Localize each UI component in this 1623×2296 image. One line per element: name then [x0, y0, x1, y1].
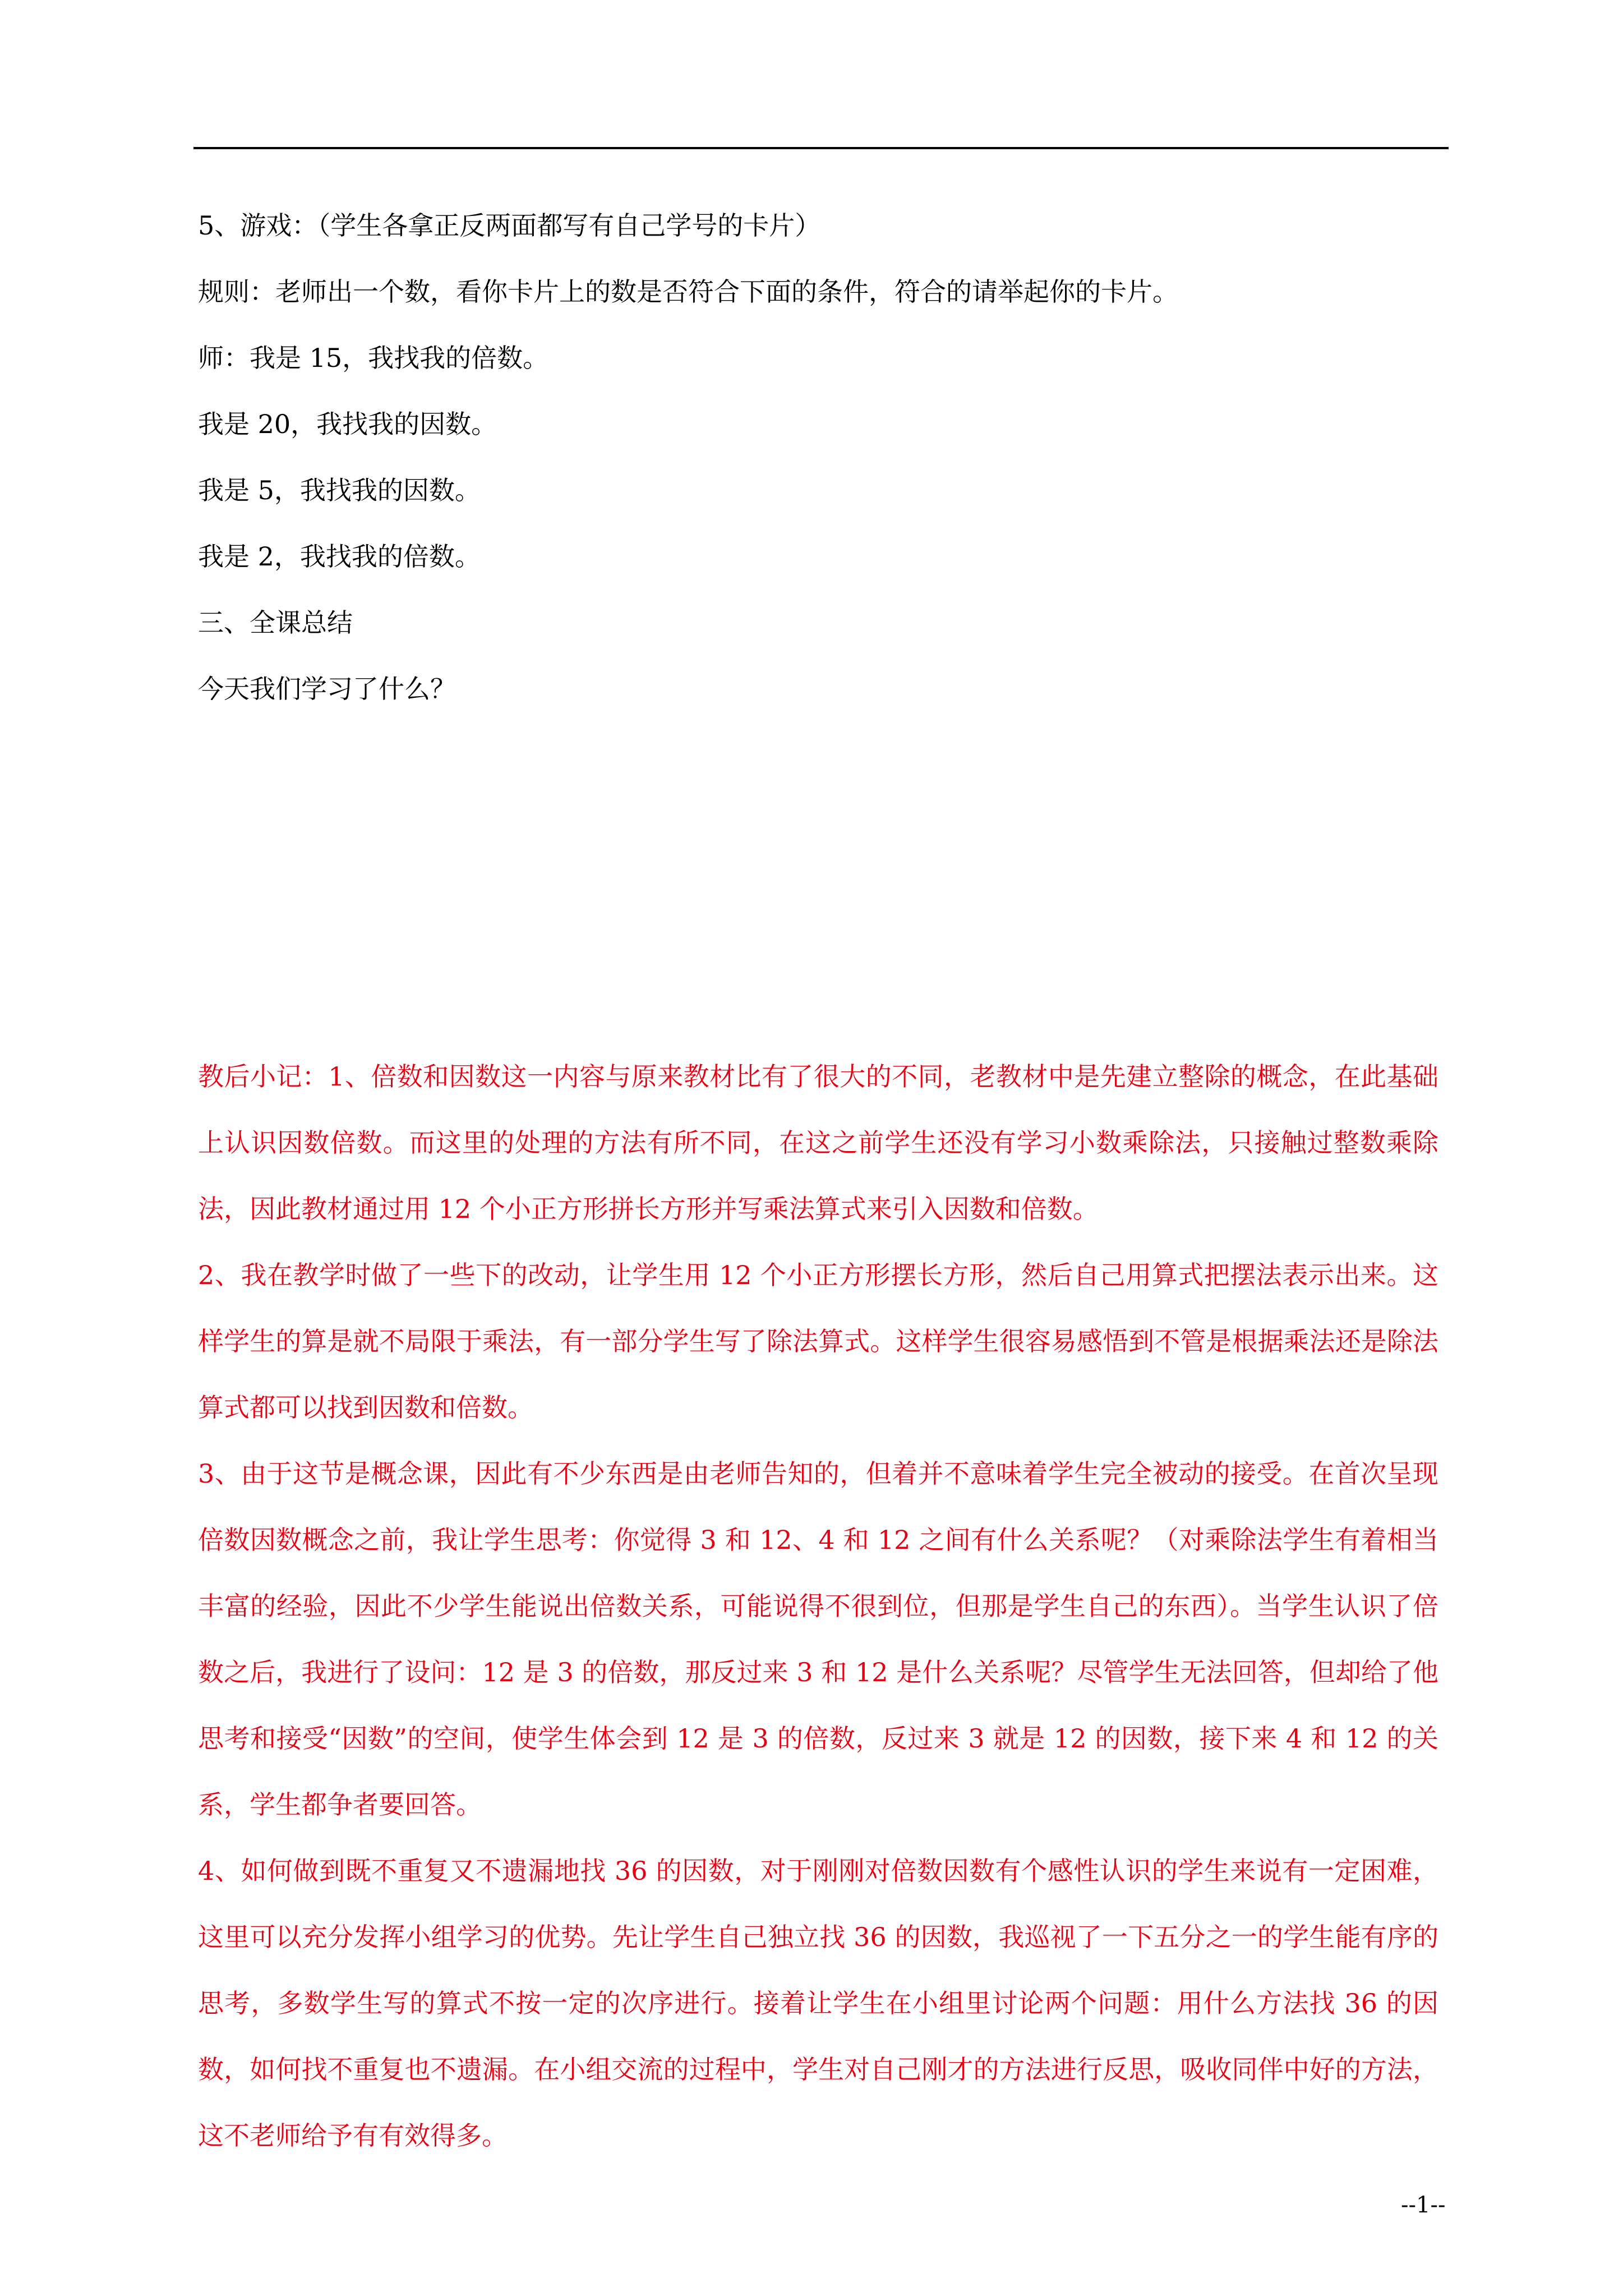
game-rules: 规则：老师出一个数，看你卡片上的数是否符合下面的条件，符合的请举起你的卡片。 [198, 277, 1178, 307]
teaching-reflection [198, 1043, 1438, 2169]
header-divider [193, 147, 1449, 149]
reflection-paragraph-4: 4、如何做到既不重复又不遗漏地找 36 的因数，对于刚刚对倍数因数有个感性认识的学生来说有一定困难，这里可以充分发挥小组学习的优势。先让学生自己独立找 36 的因数，我巡视了一下五分之一的学生能有序的思考，多数学生写的算式不按一定的次序进行。接着让学生在小组里讨论两个问题：用什么方法找 36 的因数，如何找不重复也不遗漏。在小组交流的过程中，学生对自己刚才的方法进行反思，吸收同伴中好的方法，这不老师给予有有效得多。 [198, 1856, 1438, 2151]
section-summary-heading: 三、全课总结 [198, 608, 353, 638]
summary-question: 今天我们学习了什么？ [198, 674, 456, 704]
teacher-prompt-15: 师：我是 15，我找我的倍数。 [198, 343, 549, 373]
prompt-5: 我是 5，我找我的因数。 [198, 475, 481, 505]
reflection-paragraph-2: 2、我在教学时做了一些下的改动，让学生用 12 个小正方形摆长方形，然后自己用算式把摆法表示出来。这样学生的算是就不局限于乘法，有一部分学生写了除法算式。这样学生很容易感悟到不管是根据乘法还是除法算式都可以找到因数和倍数。 [198, 1260, 1438, 1423]
lesson-content [198, 209, 1450, 738]
prompt-2: 我是 2，我找我的倍数。 [198, 541, 481, 572]
reflection-paragraph-1: 教后小记：1、倍数和因数这一内容与原来教材比有了很大的不同，老教材中是先建立整除的概念，在此基础上认识因数倍数。而这里的处理的方法有所不同，在这之前学生还没有学习小数乘除法，只接触过整数乘除法，因此教材通过用 12 个小正方形拼长方形并写乘法算式来引入因数和倍数。 [198, 1061, 1438, 1224]
reflection-paragraph-3: 3、由于这节是概念课，因此有不少东西是由老师告知的，但着并不意味着学生完全被动的接受。在首次呈现倍数因数概念之前，我让学生思考：你觉得 3 和 12、4 和 12 之间有什么关系呢？（对乘除法学生有着相当丰富的经验，因此不少学生能说出倍数关系，可能说得不很到位，但那是学生自己的东西）。当学生认识了倍数之后，我进行了设问：12 是 3 的倍数，那反过来 3 和 12 是什么关系呢？尽管学生无法回答，但却给了他思考和接受“因数”的空间，使学生体会到 12 是 3 的倍数，反过来 3 就是 12 的因数，接下来 4 和 12 的关系，学生都争者要回答。 [198, 1458, 1438, 1820]
page-number: --1-- [1401, 2192, 1446, 2218]
game-heading: 5、游戏：（学生各拿正反两面都写有自己学号的卡片） [198, 210, 821, 241]
prompt-20: 我是 20，我找我的因数。 [198, 409, 497, 439]
